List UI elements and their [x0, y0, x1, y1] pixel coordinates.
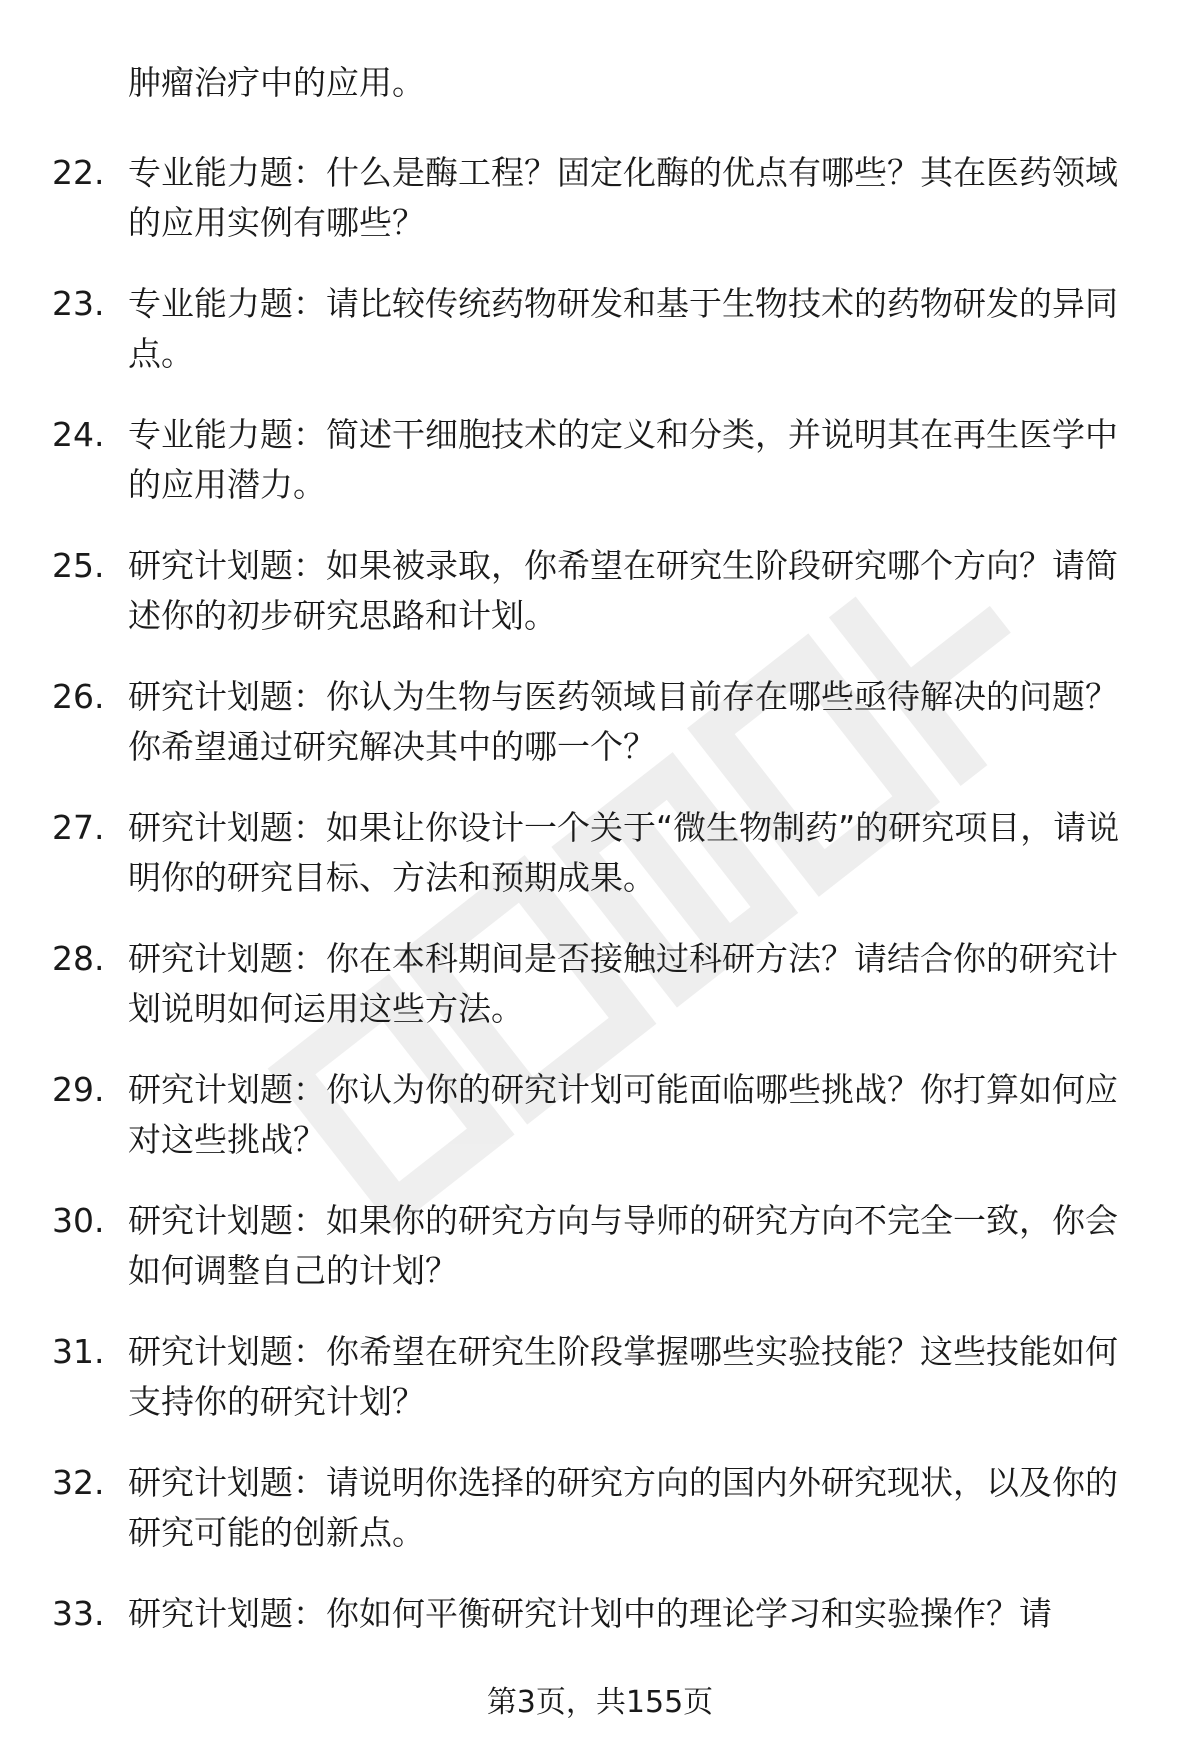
question-text: 研究计划题：如果你的研究方向与导师的研究方向不完全一致，你会如何调整自己的计划？ [128, 1201, 1118, 1290]
question-number: 32. [52, 1463, 105, 1502]
question-item [0, 1196, 1200, 1327]
question-list [0, 148, 1200, 1720]
question-text: 专业能力题：请比较传统药物研发和基于生物技术的药物研发的异同点。 [128, 284, 1118, 373]
question-item [0, 803, 1200, 934]
continuation-text: 肿瘤治疗中的应用。 [128, 63, 425, 102]
question-item [0, 541, 1200, 672]
question-number: 31. [52, 1332, 105, 1371]
question-item [0, 1458, 1200, 1589]
question-item [0, 672, 1200, 803]
question-item [0, 279, 1200, 410]
question-number: 25. [52, 546, 105, 585]
question-text: 研究计划题：如果让你设计一个关于“微生物制药”的研究项目，请说明你的研究目标、方法和预期成果。 [128, 808, 1120, 897]
question-text: 专业能力题：什么是酶工程？固定化酶的优点有哪些？其在医药领域的应用实例有哪些？ [128, 153, 1118, 242]
question-number: 22. [52, 153, 105, 192]
question-number: 27. [52, 808, 105, 847]
question-text: 研究计划题：你在本科期间是否接触过科研方法？请结合你的研究计划说明如何运用这些方法。 [128, 939, 1118, 1028]
question-number: 30. [52, 1201, 105, 1240]
question-number: 29. [52, 1070, 105, 1109]
question-item [0, 148, 1200, 279]
question-text: 研究计划题：你如何平衡研究计划中的理论学习和实验操作？请 [128, 1594, 1052, 1633]
question-item [0, 410, 1200, 541]
question-text: 研究计划题：如果被录取，你希望在研究生阶段研究哪个方向？请简述你的初步研究思路和计划。 [128, 546, 1118, 635]
question-number: 33. [52, 1594, 105, 1633]
question-item [0, 1327, 1200, 1458]
question-text: 研究计划题：你认为生物与医药领域目前存在哪些亟待解决的问题？你希望通过研究解决其中的哪一个？ [128, 677, 1118, 766]
question-text: 研究计划题：你希望在研究生阶段掌握哪些实验技能？这些技能如何支持你的研究计划？ [128, 1332, 1118, 1421]
question-number: 24. [52, 415, 105, 454]
question-number: 28. [52, 939, 105, 978]
question-number: 26. [52, 677, 105, 716]
question-number: 23. [52, 284, 105, 323]
question-text: 研究计划题：请说明你选择的研究方向的国内外研究现状，以及你的研究可能的创新点。 [128, 1463, 1118, 1552]
page-footer: 第3页，共155页 [486, 1685, 714, 1720]
question-item [0, 1065, 1200, 1196]
question-item [0, 934, 1200, 1065]
question-text: 研究计划题：你认为你的研究计划可能面临哪些挑战？你打算如何应对这些挑战？ [128, 1070, 1118, 1159]
question-text: 专业能力题：简述干细胞技术的定义和分类，并说明其在再生医学中的应用潜力。 [128, 415, 1118, 504]
